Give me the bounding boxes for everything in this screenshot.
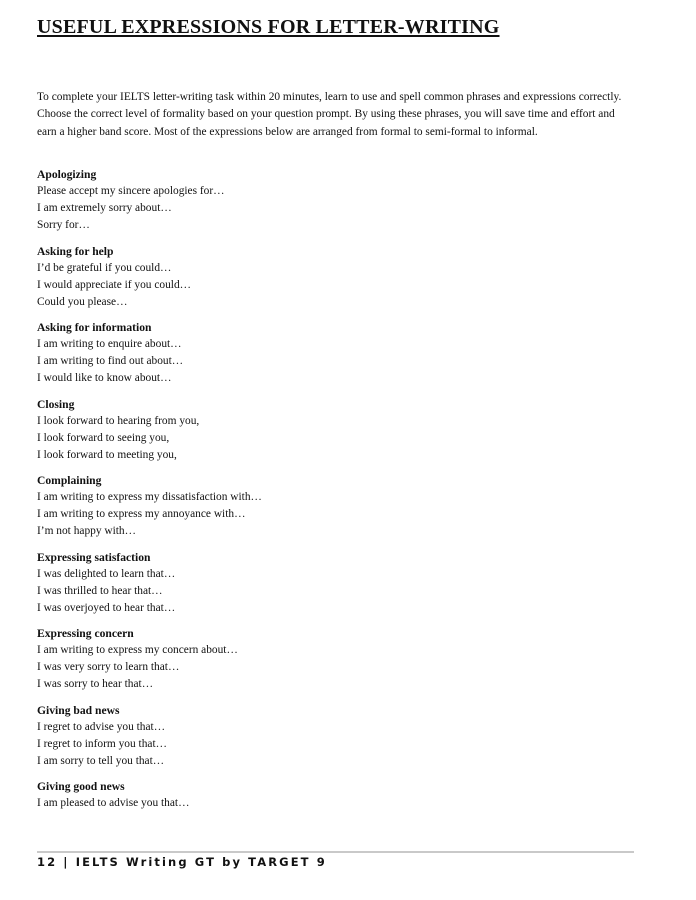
expression-phrase: Please accept my sincere apologies for… bbox=[37, 185, 225, 197]
section-heading: Expressing satisfaction bbox=[37, 550, 151, 564]
expression-phrase: I am writing to express my dissatisfaction with… bbox=[37, 491, 262, 503]
expression-phrase: I am writing to enquire about… bbox=[37, 338, 182, 350]
expression-section bbox=[37, 625, 637, 693]
expression-phrase: I am extremely sorry about… bbox=[37, 202, 172, 214]
expression-phrase: Could you please… bbox=[37, 295, 128, 308]
expression-phrase: I was delighted to learn that… bbox=[37, 567, 176, 580]
expression-phrase: I’d be grateful if you could… bbox=[37, 261, 172, 274]
expression-phrase: I regret to inform you that… bbox=[37, 737, 168, 750]
expression-section bbox=[37, 396, 637, 464]
page-footer: 12 | IELTS Writing GT by TARGET 9 bbox=[37, 855, 327, 869]
expression-phrase: I am sorry to tell you that… bbox=[37, 754, 165, 767]
section-heading: Asking for help bbox=[37, 244, 114, 258]
section-heading: Closing bbox=[37, 397, 75, 411]
intro-paragraph: To complete your IELTS letter-writing task within 20 minutes, learn to use and spell common phrases and expressions correctly. Choose the correct level of formality based on your question prompt. By using these phrases, you will save time and effort and earn a higher band score. Most of the expressions below are arranged from formal to semi-formal to informal. bbox=[37, 91, 622, 138]
expression-phrase: I’m not happy with… bbox=[37, 525, 137, 537]
footer-divider bbox=[37, 851, 634, 853]
expression-phrase: I am writing to express my annoyance with… bbox=[37, 508, 246, 520]
page-title: USEFUL EXPRESSIONS FOR LETTER-WRITING bbox=[37, 16, 500, 38]
expression-phrase: I regret to advise you that… bbox=[37, 720, 166, 733]
expression-phrase: I look forward to hearing from you, bbox=[37, 414, 200, 427]
expression-phrase: I was very sorry to learn that… bbox=[37, 661, 180, 673]
expression-section bbox=[37, 166, 637, 234]
section-heading: Expressing concern bbox=[37, 627, 134, 640]
expression-phrase: I look forward to seeing you, bbox=[37, 431, 170, 444]
section-heading: Giving bad news bbox=[37, 703, 120, 717]
expression-phrase: I am writing to find out about… bbox=[37, 355, 184, 367]
expression-section bbox=[37, 319, 637, 387]
expression-phrase: I am pleased to advise you that… bbox=[37, 797, 190, 809]
section-heading: Giving good news bbox=[37, 780, 125, 793]
section-heading: Complaining bbox=[37, 474, 102, 487]
expression-section bbox=[37, 549, 637, 617]
section-heading: Apologizing bbox=[37, 168, 97, 181]
expression-phrase: I am writing to express my concern about… bbox=[37, 644, 238, 656]
expression-section bbox=[37, 472, 637, 540]
expression-phrase: I was thrilled to hear that… bbox=[37, 584, 163, 597]
expression-section bbox=[37, 702, 637, 770]
expression-phrase: Sorry for… bbox=[37, 219, 90, 231]
expression-phrase: I was sorry to hear that… bbox=[37, 678, 154, 690]
expression-section bbox=[37, 243, 637, 311]
expression-sections bbox=[37, 166, 637, 821]
expression-section bbox=[37, 778, 637, 812]
expression-phrase: I would like to know about… bbox=[37, 372, 172, 384]
expression-phrase: I was overjoyed to hear that… bbox=[37, 601, 176, 614]
expression-phrase: I look forward to meeting you, bbox=[37, 448, 177, 461]
section-heading: Asking for information bbox=[37, 321, 152, 334]
expression-phrase: I would appreciate if you could… bbox=[37, 278, 192, 291]
